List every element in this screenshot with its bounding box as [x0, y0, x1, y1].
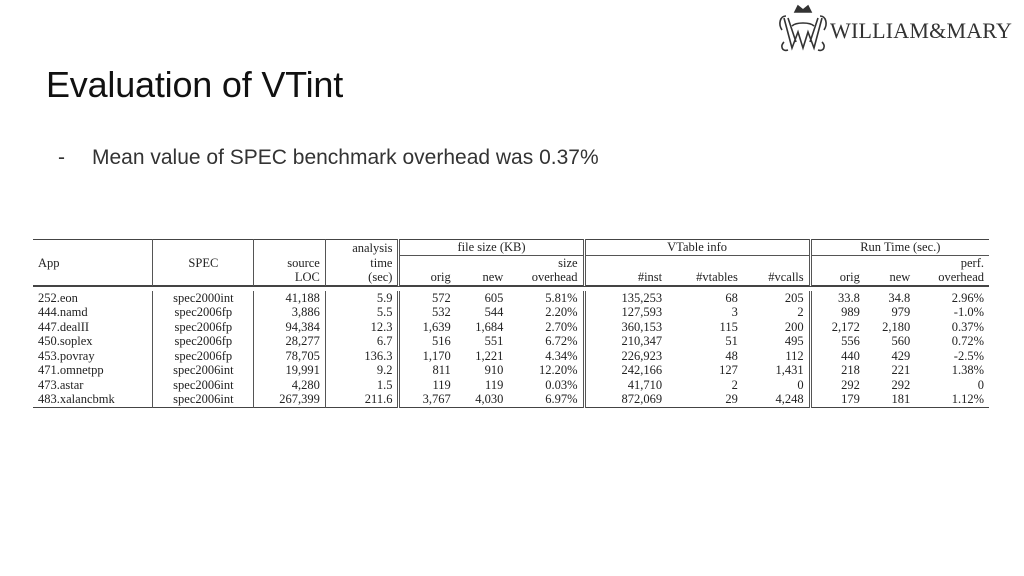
bullet-marker: -	[58, 146, 65, 169]
table-row	[33, 349, 989, 364]
cell-vtable-inst: 242,166	[621, 363, 663, 377]
table-row	[33, 334, 989, 349]
header-analysis-3: (sec)	[325, 270, 399, 285]
cell-runtime-new: 34.8	[888, 290, 911, 305]
cell-analysis-time: 1.5	[325, 378, 399, 393]
slide-title: Evaluation of VTint	[46, 64, 344, 105]
cell-vtable-vtables: 127	[719, 363, 738, 377]
cell-spec: spec2006int	[153, 363, 254, 378]
cell-file-orig: 532	[432, 305, 451, 319]
header-group-vtable: VTable info	[584, 240, 810, 256]
cell-size-overhead: 4.34%	[508, 349, 584, 364]
cell-runtime-new: 979	[891, 305, 911, 319]
cell-size-overhead: 0.03%	[508, 378, 584, 393]
cell-runtime-orig: 440	[841, 348, 860, 363]
university-logo	[778, 2, 1024, 54]
cell-vtable-vtables: 51	[725, 334, 738, 348]
cell-size-overhead: 2.70%	[508, 320, 584, 335]
cell-vtable-vtables: 48	[725, 348, 738, 363]
cell-vtable-inst: 41,710	[627, 377, 663, 392]
benchmark-table-body	[33, 291, 989, 408]
cell-app: 447.dealII	[33, 320, 153, 335]
cell-vtable-vcalls: 4,248	[743, 392, 810, 407]
table-row	[33, 291, 989, 306]
header-size-overhead-1: size	[508, 255, 584, 270]
cell-runtime-new: 181	[891, 392, 911, 406]
cell-vtable-vtables: 3	[731, 305, 738, 319]
cell-runtime-orig: 179	[841, 392, 860, 406]
cell-runtime-new: 2,180	[882, 319, 911, 334]
cell-vtable-vcalls: 2	[743, 305, 810, 320]
header-runtime-orig: orig	[839, 270, 860, 284]
cell-vtable-inst: 872,069	[621, 392, 663, 406]
cell-spec: spec2006fp	[153, 334, 254, 349]
cell-analysis-time: 136.3	[325, 349, 399, 364]
crest-icon	[778, 2, 828, 54]
cell-runtime-orig: 33.8	[837, 290, 860, 305]
cell-source-loc: 28,277	[254, 334, 326, 349]
cell-file-orig: 119	[432, 377, 451, 392]
header-loc-spacer	[254, 240, 326, 256]
cell-perf-overhead: 0	[977, 377, 984, 392]
cell-vtable-vtables: 2	[731, 377, 738, 392]
cell-runtime-new: 292	[891, 377, 911, 392]
cell-analysis-time: 211.6	[325, 392, 399, 407]
cell-file-orig: 572	[432, 290, 451, 305]
cell-file-orig: 516	[432, 334, 451, 348]
header-size-overhead-2: overhead	[508, 270, 584, 285]
cell-runtime-new: 560	[891, 334, 911, 348]
cell-perf-overhead: -2.5%	[953, 348, 984, 363]
cell-app: 483.xalancbmk	[33, 392, 153, 407]
cell-source-loc: 94,384	[254, 320, 326, 335]
cell-app: 450.soplex	[33, 334, 153, 349]
cell-app: 473.astar	[33, 378, 153, 393]
header-perf-overhead-1: perf.	[960, 255, 984, 270]
cell-file-orig: 1,170	[422, 348, 451, 363]
cell-file-orig: 811	[432, 363, 451, 377]
header-runtime-new: new	[889, 270, 911, 284]
cell-size-overhead: 6.72%	[508, 334, 584, 349]
header-analysis-1: analysis	[325, 240, 399, 256]
cell-runtime-new: 221	[891, 363, 911, 377]
header-group-file-size: file size (KB)	[399, 240, 584, 256]
cell-source-loc: 19,991	[254, 363, 326, 378]
cell-vtable-vtables: 115	[719, 319, 738, 334]
header-app: App	[33, 255, 153, 270]
cell-spec: spec2006fp	[153, 305, 254, 320]
cell-runtime-orig: 218	[841, 363, 860, 377]
header-vtable-vtables: #vtables	[696, 270, 738, 284]
cell-source-loc: 4,280	[254, 378, 326, 393]
cell-spec: spec2000int	[153, 291, 254, 306]
cell-source-loc: 78,705	[254, 349, 326, 364]
cell-vtable-vcalls: 1,431	[743, 363, 810, 378]
cell-vtable-inst: 210,347	[621, 334, 663, 348]
header-file-orig: orig	[430, 270, 451, 284]
header-perf-overhead-2: overhead	[938, 270, 984, 284]
cell-perf-overhead: 0.72%	[951, 334, 984, 348]
header-app-spacer	[33, 240, 153, 256]
cell-app: 471.omnetpp	[33, 363, 153, 378]
cell-source-loc: 267,399	[254, 392, 326, 407]
cell-perf-overhead: 1.38%	[951, 363, 984, 377]
cell-runtime-new: 429	[891, 348, 911, 363]
cell-perf-overhead: 2.96%	[951, 290, 984, 305]
table-row	[33, 305, 989, 320]
cell-perf-overhead: -1.0%	[953, 305, 984, 319]
cell-vtable-vcalls: 495	[743, 334, 810, 349]
bullet-text: Mean value of SPEC benchmark overhead was 0.37%	[92, 146, 599, 169]
table-row	[33, 378, 989, 393]
cell-app: 252.eon	[33, 291, 153, 306]
cell-file-new: 544	[484, 305, 504, 319]
cell-perf-overhead: 1.12%	[951, 392, 984, 406]
cell-file-orig: 3,767	[422, 392, 451, 406]
cell-vtable-vtables: 68	[725, 290, 738, 305]
cell-size-overhead: 2.20%	[508, 305, 584, 320]
logo-wordmark: WILLIAM&MARY	[830, 18, 1013, 43]
benchmark-table	[33, 239, 989, 408]
cell-vtable-vcalls: 205	[743, 291, 810, 306]
header-spec: SPEC	[153, 255, 254, 270]
cell-file-new: 1,221	[475, 348, 504, 363]
cell-file-new: 551	[484, 334, 504, 348]
cell-vtable-inst: 127,593	[621, 305, 663, 319]
cell-file-orig: 1,639	[422, 319, 451, 334]
cell-spec: spec2006int	[153, 378, 254, 393]
bullet-item	[58, 146, 599, 170]
header-vtable-inst: #inst	[637, 270, 663, 284]
cell-runtime-orig: 556	[841, 334, 860, 348]
cell-file-new: 1,684	[475, 319, 504, 334]
cell-vtable-vcalls: 200	[743, 320, 810, 335]
cell-runtime-orig: 989	[841, 305, 860, 319]
cell-analysis-time: 5.9	[325, 291, 399, 306]
cell-size-overhead: 5.81%	[508, 291, 584, 306]
cell-size-overhead: 12.20%	[508, 363, 584, 378]
header-vtable-vcalls: #vcalls	[743, 270, 810, 285]
header-analysis-2: time	[325, 255, 399, 270]
cell-vtable-inst: 226,923	[621, 348, 663, 363]
cell-vtable-vtables: 29	[725, 392, 738, 406]
cell-analysis-time: 6.7	[325, 334, 399, 349]
header-spec-spacer	[153, 240, 254, 256]
cell-source-loc: 3,886	[254, 305, 326, 320]
cell-size-overhead: 6.97%	[508, 392, 584, 407]
table-row	[33, 363, 989, 378]
header-source-loc-1: source	[254, 255, 326, 270]
cell-spec: spec2006fp	[153, 349, 254, 364]
table-row	[33, 392, 989, 407]
cell-vtable-vcalls: 112	[743, 349, 810, 364]
header-source-loc-2: LOC	[254, 270, 326, 285]
cell-runtime-orig: 292	[841, 377, 860, 392]
benchmark-table-wrapper	[33, 239, 989, 408]
cell-runtime-orig: 2,172	[831, 319, 860, 334]
cell-file-new: 910	[484, 363, 504, 377]
cell-analysis-time: 9.2	[325, 363, 399, 378]
cell-vtable-inst: 135,253	[621, 290, 663, 305]
cell-file-new: 4,030	[475, 392, 504, 406]
cell-perf-overhead: 0.37%	[951, 319, 984, 334]
header-group-runtime: Run Time (sec.)	[810, 240, 989, 256]
cell-vtable-vcalls: 0	[743, 378, 810, 393]
cell-file-new: 605	[484, 290, 504, 305]
table-row	[33, 320, 989, 335]
cell-app: 444.namd	[33, 305, 153, 320]
cell-vtable-inst: 360,153	[621, 319, 663, 334]
cell-source-loc: 41,188	[254, 291, 326, 306]
cell-app: 453.povray	[33, 349, 153, 364]
header-file-new: new	[482, 270, 504, 284]
cell-spec: spec2006int	[153, 392, 254, 407]
cell-spec: spec2006fp	[153, 320, 254, 335]
cell-analysis-time: 12.3	[325, 320, 399, 335]
cell-file-new: 119	[485, 377, 504, 392]
cell-analysis-time: 5.5	[325, 305, 399, 320]
